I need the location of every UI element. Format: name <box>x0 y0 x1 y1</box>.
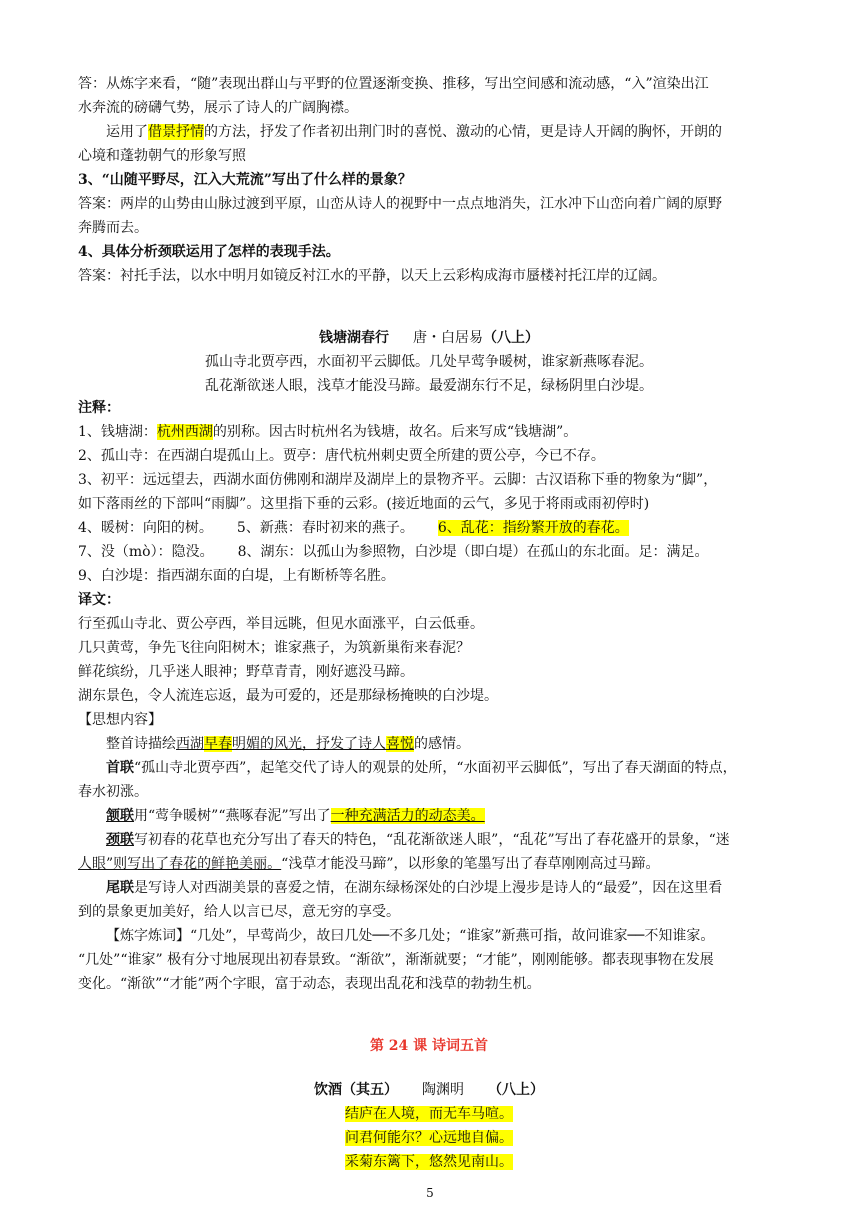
answer1-line2: 水奔流的磅礴气势，展示了诗人的广阔胸襟。 <box>78 100 358 116</box>
question3-answer-line1: 答案：两岸的山势由山脉过渡到平原，山峦从诗人的视野中一点点地消失，江水冲下山峦向着广阔的原野 <box>78 196 722 212</box>
couplet-label: 首联 <box>106 760 134 776</box>
highlight-text: 借景抒情 <box>148 124 204 140</box>
text-span: 是写诗人对西湖美景的喜爱之情，在湖东绿杨深处的白沙堤上漫步是诗人的“最爱”，因在这里看 <box>134 880 723 896</box>
question4-answer: 答案：衬托手法，以水中明月如镜反衬江水的平静，以天上云彩构成海市蜃楼衬托江岸的辽阔。 <box>78 268 666 284</box>
note-3-line1: 3、初平：远远望去，西湖水面仿佛刚和湖岸及湖岸上的景物齐平。云脚：古汉语称下垂的物象为“脚”， <box>78 472 718 488</box>
translation-line4: 湖东景色，令人流连忘返，最为可爱的，还是那绿杨掩映的白沙堤。 <box>78 688 498 704</box>
lesson-title: 第 24 课 诗词五首 <box>369 1038 489 1054</box>
note-9: 9、白沙堤：指西湖东面的白堤，上有断桥等名胜。 <box>78 568 395 584</box>
highlight-text: 喜悦 <box>386 736 414 752</box>
poem2-heading <box>78 1078 780 1102</box>
poem2-line2 <box>78 1126 780 1150</box>
note-3-line2: 如下落雨丝的下部叫“雨脚”。这里指下垂的云彩。(接近地面的云气，多见于将雨或雨初停时) <box>78 496 650 512</box>
hanlian <box>78 804 780 828</box>
translation-line1: 行至孤山寺北、贾公亭西，举目远眺，但见水面涨平，白云低垂。 <box>78 616 484 632</box>
notes-heading: 注释： <box>78 400 120 416</box>
text-span: 用“莺争暖树”“燕啄春泥”写出了 <box>134 808 331 824</box>
highlight-text: 早春 <box>204 736 232 752</box>
couplet-label: 颈联 <box>106 832 134 848</box>
notes-4-5-6 <box>78 516 780 540</box>
text-span: “浅草才能没马蹄”，以形象的笔墨写出了春草刚刚高过马蹄。 <box>281 856 660 872</box>
notes-7-8 <box>78 540 780 564</box>
translation-heading: 译文： <box>78 592 120 608</box>
text-span: 1、钱塘湖： <box>78 424 157 440</box>
note-1 <box>78 420 780 444</box>
note-7: 7、没（mò）：隐没。 <box>78 544 214 560</box>
highlight-text: 问君何能尔？心远地自偏。 <box>345 1130 513 1146</box>
poem1-heading <box>78 326 780 350</box>
text-span: 写初春的花草也充分写出了春天的特色，“乱花渐欲迷人眼”，“乱花”写出了春花盛开的景象，“迷 <box>134 832 730 848</box>
poem-title: 饮酒（其五） <box>314 1082 398 1098</box>
lianzi-line2: “几处”“谁家” 极有分寸地展现出初春景致。“渐欲”，渐渐就要；“才能”，刚刚能够。都表现事物在发展 <box>78 952 714 968</box>
question4-title: 4、具体分析颈联运用了怎样的表现手法。 <box>78 244 340 260</box>
underlined-text: 明媚的风光，抒发了诗人 <box>232 736 386 752</box>
note-8: 8、湖东：以孤山为参照物，白沙堤（即白堤）在孤山的东北面。足：满足。 <box>237 544 709 560</box>
lianzi-line3: 变化。“渐欲”“才能”两个字眼，富于动态，表现出乱花和浅草的勃勃生机。 <box>78 976 541 992</box>
text-span: 的方法，抒发了作者初出荆门时的喜悦、激动的心情，更是诗人开阔的胸怀，开朗的 <box>204 124 722 140</box>
poem-title: 钱塘湖春行 <box>319 330 389 346</box>
text-span: 运用了 <box>106 124 148 140</box>
couplet-label: 尾联 <box>106 880 134 896</box>
poem2-line1 <box>78 1102 780 1126</box>
underlined-text: 西湖 <box>176 736 204 752</box>
poem1-line2: 乱花渐欲迷人眼，浅草才能没马蹄。最爱湖东行不足，绿杨阴里白沙堤。 <box>205 378 653 394</box>
lianzi-line1: 【炼字炼词】“几处”，早莺尚少，故曰几处──不多几处；“谁家”新燕可指，故问谁家──不知谁家。 <box>106 928 715 944</box>
text-span: “孤山寺北贾亭西”，起笔交代了诗人的观景的处所，“水面初平云脚低”，写出了春天湖面的特点， <box>134 760 737 776</box>
text-span: 的别称。因古时杭州名为钱塘，故名。后来写成“钱塘湖”。 <box>212 424 578 440</box>
jinglian-line1 <box>78 828 780 852</box>
highlight-text: 结庐在人境，而无车马喧。 <box>345 1106 513 1122</box>
poem-grade: （八上） <box>488 1082 544 1098</box>
text-span: 整首诗描绘 <box>106 736 176 752</box>
note-2: 2、孤山寺：在西湖白堤孤山上。贾亭：唐代杭州刺史贾全所建的贾公亭，今已不存。 <box>78 448 605 464</box>
question3-answer-line2: 奔腾而去。 <box>78 220 148 236</box>
poem-grade: （八上） <box>483 330 539 346</box>
highlight-text: 杭州西湖 <box>156 424 213 440</box>
jinglian-line2 <box>78 852 780 876</box>
poem1-line1: 孤山寺北贾亭西，水面初平云脚低。几处早莺争暖树，谁家新燕啄春泥。 <box>205 354 653 370</box>
highlight-text: 采菊东篱下，悠然见南山。 <box>345 1154 513 1170</box>
note-6: 6、乱花：指纷繁开放的春花。 <box>437 520 629 536</box>
question3-title: 3、“山随平野尽，江入大荒流”写出了什么样的景象？ <box>78 172 412 188</box>
answer1-paragraph-line2: 心境和蓬勃朝气的形象写照 <box>78 148 246 164</box>
note-5: 5、新燕：春时初来的燕子。 <box>236 520 414 536</box>
page-number: 5 <box>426 1186 434 1200</box>
weilian-line2: 到的景象更加美好，给人以言已尽，意无穷的享受。 <box>78 904 400 920</box>
answer1-line1: 答：从炼字来看，“随”表现出群山与平野的位置逐渐变换、推移，写出空间感和流动感，“入”渲染出江 <box>78 76 709 92</box>
poem-author: 唐・白居易 <box>413 330 483 346</box>
translation-line2: 几只黄莺，争先飞往向阳树木；谁家燕子，为筑新巢衔来春泥？ <box>78 640 470 656</box>
weilian-line1 <box>78 876 780 900</box>
thought-heading: 【思想内容】 <box>78 712 162 728</box>
poem-author: 陶渊明 <box>422 1082 464 1098</box>
note-4: 4、暖树：向阳的树。 <box>78 520 213 536</box>
thought-summary <box>78 732 780 756</box>
couplet-label: 颔联 <box>106 808 134 824</box>
highlight-text: 一种充满活力的动态美。 <box>330 808 485 824</box>
shoulian-line1 <box>78 756 780 780</box>
underlined-text: 人眼”则写出了春花的鲜艳美丽。 <box>78 856 282 872</box>
poem2-line3 <box>78 1150 780 1174</box>
translation-line3: 鲜花缤纷，几乎迷人眼神；野草青青，刚好遮没马蹄。 <box>78 664 414 680</box>
answer1-paragraph <box>78 120 780 144</box>
shoulian-line2: 春水初涨。 <box>78 784 148 800</box>
text-span: 的感情。 <box>414 736 470 752</box>
